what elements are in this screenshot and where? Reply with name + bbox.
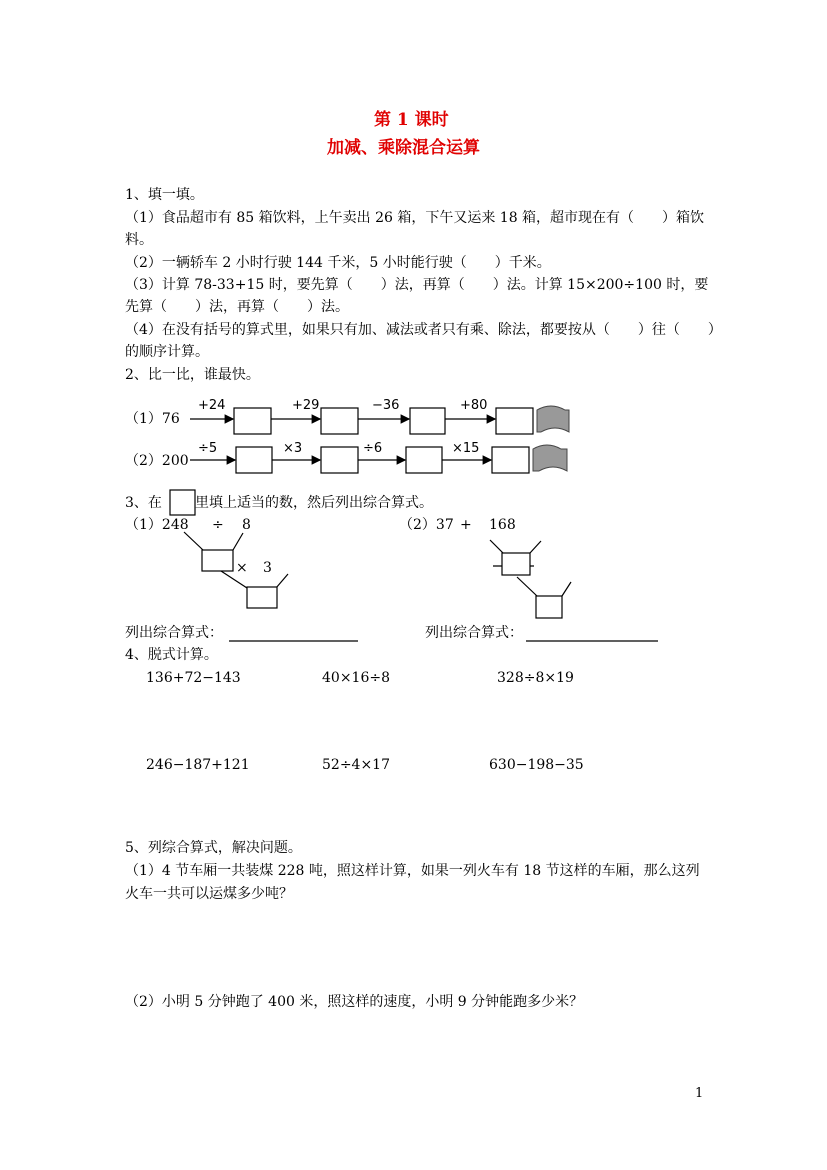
q2-row2-box-4[interactable] (492, 447, 529, 473)
q3-left-op1: ÷ (212, 517, 224, 533)
q2-row2-op1: ÷5 (198, 441, 218, 456)
q3-right-label: （2）37 (399, 517, 454, 533)
q4-expr-2: 40×16÷8 (322, 670, 390, 686)
page-number: 1 (695, 1086, 704, 1101)
q3-right-box-1[interactable] (502, 553, 530, 575)
q2-row1-op1: +24 (198, 398, 226, 413)
q1-p4-line2: 的顺序计算。 (125, 344, 209, 360)
q2-row1-op2: +29 (292, 398, 320, 413)
q1-p3-line2: 先算（ ）法，再算（ ）法。 (125, 299, 349, 315)
q3-left-op2: × (236, 560, 248, 576)
q5-heading: 5、列综合算式，解决问题。 (125, 840, 302, 856)
finish-flag-icon (537, 406, 569, 432)
q4-expr-1: 136+72−143 (146, 670, 241, 686)
lesson-label: 第 1 课时 (374, 110, 449, 130)
q3-right-branch-2 (530, 541, 541, 553)
q2-row1-box-3[interactable] (410, 408, 445, 434)
q3-right-branch-4 (562, 582, 571, 596)
q3-left-branch-1 (184, 532, 203, 550)
q4-heading: 4、脱式计算。 (125, 647, 218, 663)
q3-heading-after: 里填上适当的数，然后列出综合算式。 (195, 495, 433, 511)
q2-row2-box-1[interactable] (236, 447, 272, 473)
q5-p1-line2: 火车一共可以运煤多少吨？ (125, 886, 293, 902)
q3-left-box-1[interactable] (202, 550, 233, 571)
q3-right-op1: + (460, 517, 472, 533)
q2-row2-op2: ×3 (283, 441, 303, 456)
page-title: 加减、乘除混合运算 (327, 138, 480, 158)
q5-p1-line1: （1）4 节车厢一共装煤 228 吨，照这样计算，如果一列火车有 18 节这样的车厢，那么这列 (125, 863, 700, 879)
q2-row2-op4: ×15 (452, 441, 480, 456)
q2-row1-label: （1）76 (125, 411, 180, 427)
q2-row2-box-2[interactable] (321, 447, 358, 473)
q3-formula-label-right: 列出综合算式： (425, 625, 523, 641)
q2-row1-box-2[interactable] (321, 408, 358, 434)
q3-formula-label-left: 列出综合算式： (125, 625, 223, 641)
q1-heading: 1、填一填。 (125, 187, 204, 203)
q2-row2-label: （2）200 (125, 453, 189, 469)
q4-expr-4: 246−187+121 (146, 757, 250, 773)
q3-left-num3: 3 (263, 560, 272, 576)
q1-p4-line1: （4）在没有括号的算式里，如果只有加、减法或者只有乘、除法，都要按从（ ）往（ ） (125, 322, 722, 338)
q2-row1-box-4[interactable] (496, 408, 533, 434)
q3-left-branch-2 (233, 533, 243, 550)
q2-row2-op3: ÷6 (363, 441, 383, 456)
q3-right-box-2[interactable] (536, 596, 562, 618)
q3-left-label: （1）248 (125, 517, 189, 533)
q1-p2: （2）一辆轿车 2 小时行驶 144 千米，5 小时能行驶（ ）千米。 (125, 255, 551, 271)
q2-row1-op4: +80 (460, 398, 488, 413)
q1-p1-line1: （1）食品超市有 85 箱饮料，上午卖出 26 箱，下午又运来 18 箱，超市现在有（ ）箱饮 (125, 210, 705, 226)
q3-right-num2: 168 (489, 517, 516, 533)
q3-sample-box (170, 490, 195, 515)
q4-expr-3: 328÷8×19 (497, 670, 574, 686)
q2-row2-box-3[interactable] (406, 447, 442, 473)
q1-p3-line1: （3）计算 78-33+15 时，要先算（ ）法，再算（ ）法。计算 15×200÷100 时，要 (125, 277, 709, 293)
q3-left-branch-4 (276, 574, 288, 588)
finish-flag-icon-2 (533, 445, 567, 471)
q3-right-branch-3 (517, 577, 537, 596)
q2-row1-box-1[interactable] (234, 408, 271, 434)
q3-heading-before: 3、在 (125, 495, 162, 511)
q1-p1-line2: 料。 (125, 232, 153, 248)
q3-left-box-2[interactable] (247, 587, 277, 608)
q2-heading: 2、比一比，谁最快。 (125, 367, 260, 383)
q4-expr-5: 52÷4×17 (322, 757, 390, 773)
q4-expr-6: 630−198−35 (489, 757, 584, 773)
q3-right-branch-1 (490, 540, 503, 553)
q2-row1-op3: −36 (372, 398, 400, 413)
q5-p2: （2）小明 5 分钟跑了 400 米，照这样的速度，小明 9 分钟能跑多少米？ (125, 994, 584, 1010)
q3-left-num2: 8 (242, 517, 251, 533)
